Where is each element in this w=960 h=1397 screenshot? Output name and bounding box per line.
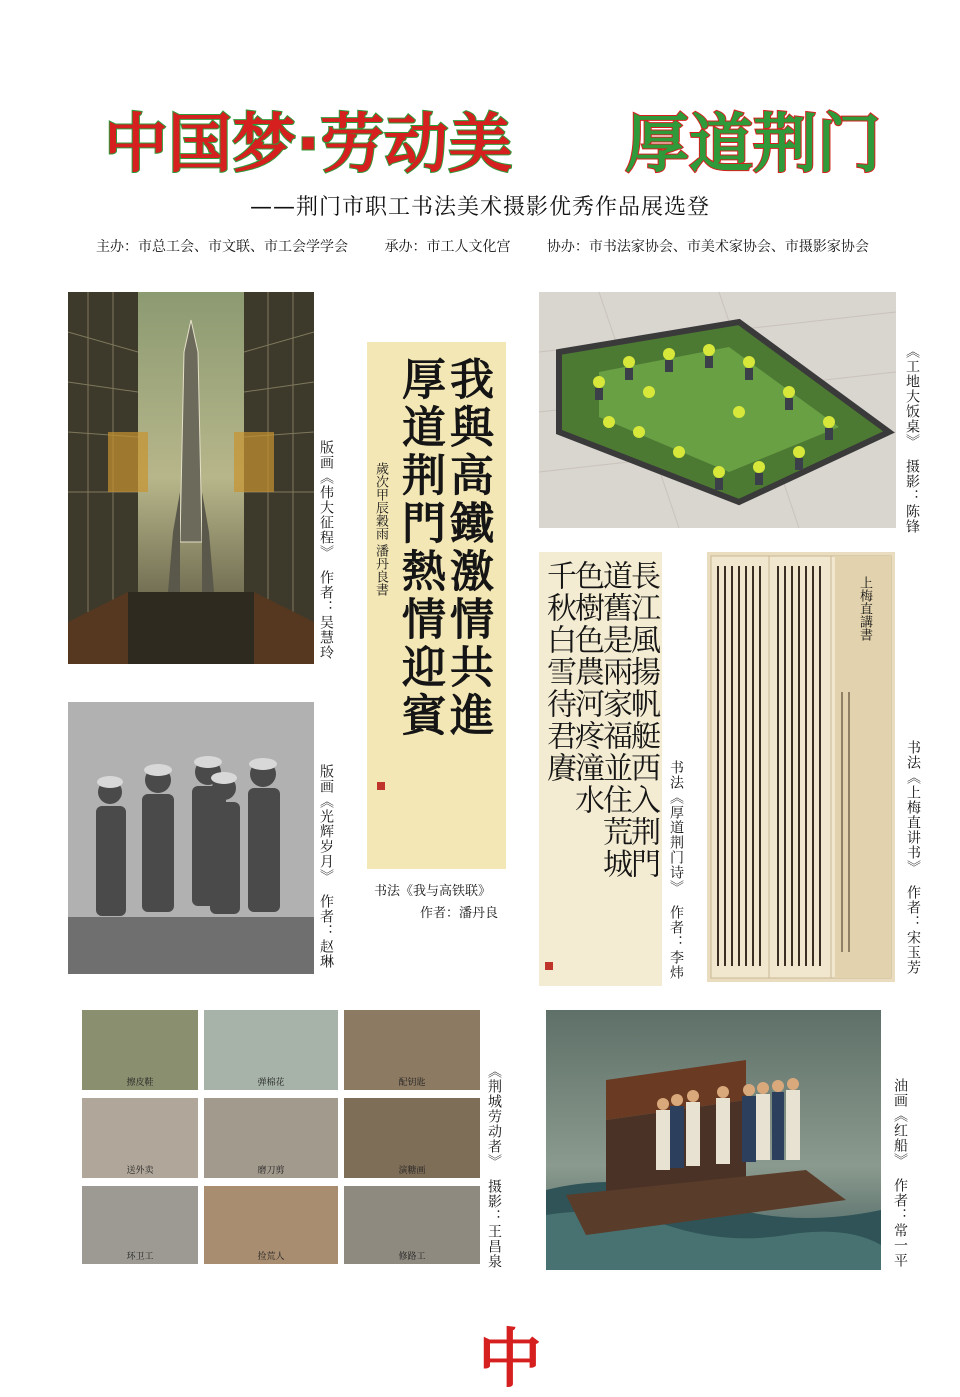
calligraphy3-author-label: 作者： [905,885,921,930]
thumb-8 [204,1186,338,1264]
poem-column-4: 千秋白雪待君賡 [541,560,576,784]
photo1-title: 《工地大饭桌》 [904,344,920,449]
thumb-5-label: 磨刀剪 [257,1166,285,1176]
site-lunch-image [539,292,896,528]
photo2-caption [486,1064,502,1269]
workers-print-image [68,702,314,974]
calligraphy2-title: 《厚道荆门诗》 [668,790,684,895]
headline-part1: 中国梦·劳动美 [104,108,513,182]
headline [0,86,960,196]
calligraphy2-type: 书法 [668,760,684,790]
poem-column-3: 色樹色農河疼潼水 [569,560,604,816]
subtitle: ——荆门市职工书法美术摄影优秀作品展选登 [249,195,710,220]
print2-type: 版画 [318,764,334,794]
organizer-undertaker: 承办：市工人文化宫 [384,239,511,255]
photo2-author: 王昌泉 [486,1224,502,1269]
calligraphy2-caption [668,760,684,980]
thumb-4 [82,1098,198,1178]
calligraphy-letter [707,552,895,982]
photo1-type: 摄影： [904,459,920,504]
photo-site-lunch [539,292,896,528]
print2-caption [318,764,334,969]
photo1-author: 陈锋 [904,504,920,534]
organizer-cohost: 协办：市书法家协会、市美术家协会、市摄影家协会 [546,239,869,255]
thumb-1-label: 擦皮鞋 [126,1078,154,1088]
calligraphy3-author: 宋玉芳 [905,930,921,975]
bottom-red-mark [478,1323,628,1397]
oil-title: 《红船》 [892,1108,908,1168]
organizer-host: 主办：市总工会、市文联、市工会学学会 [96,239,348,255]
calligraphy2-author: 李炜 [668,950,684,980]
thumb-1 [82,1010,198,1090]
calligraphy-couplet [367,342,506,869]
headline-svg [0,86,960,196]
print1-caption [318,440,334,660]
print-great-journey [68,292,314,664]
thumb-7-label: 环卫工 [126,1252,154,1262]
bottom-red-mark-text: 中 [478,1323,542,1397]
red-boat-image [546,1010,881,1270]
oil-caption [892,1078,908,1268]
seal-stamp [545,962,553,970]
calligraphy1-caption: 书法《我与高铁联》 [374,884,492,899]
calligraphy3-title: 《上梅直讲书》 [905,770,921,875]
print2-author: 赵琳 [318,939,334,969]
thumb-9-label: 修路工 [398,1252,426,1262]
calligraphy1-author: 作者：潘丹良 [420,906,499,921]
thumb-2-label: 弹棉花 [257,1078,285,1088]
couplet-column-1: 我與高鐵激情共進 [442,356,493,740]
headline-part2: 厚道荆门 [625,108,881,182]
print1-type: 版画 [318,440,334,470]
print2-author-label: 作者： [318,894,334,939]
seal-stamp [377,782,385,790]
poem-column-1: 長江風揚帆艇西入荆門 [625,560,660,880]
print1-author-label: 作者： [318,570,334,615]
print-glorious-years [68,702,314,974]
poem-column-2: 道舊是兩家福並住荒城 [597,560,632,880]
thumb-9 [344,1186,480,1264]
photo-workers-grid [82,1010,480,1264]
calligraphy3-caption [905,740,921,975]
calligraphy2-author-label: 作者： [668,905,684,950]
oil-author: 常一平 [892,1223,908,1268]
photo2-title: 《荆城劳动者》 [486,1064,502,1169]
couplet-column-2: 厚道荆門熱情迎賓 [394,356,445,740]
thumb-5 [204,1098,338,1178]
thumb-4-label: 送外卖 [126,1166,154,1176]
photo2-type: 摄影： [486,1179,502,1224]
calligraphy3-type: 书法 [905,740,921,770]
thumb-3 [344,1010,480,1090]
thumb-7 [82,1186,198,1264]
print2-title: 《光辉岁月》 [318,794,334,884]
oil-type: 油画 [892,1078,908,1108]
thumb-6-label: 演糖画 [398,1166,426,1176]
thumb-8-label: 捡荒人 [257,1252,285,1262]
organizers-line [96,236,926,256]
letter-header: 上梅直講書 [857,576,872,641]
couplet-inscription: 歲次甲辰穀雨 潘丹良書 [373,462,388,597]
photo1-caption [904,344,920,534]
print1-author: 吴慧玲 [318,615,334,660]
oil-painting-red-boat [546,1010,881,1270]
thumb-6 [344,1098,480,1178]
oil-author-label: 作者： [892,1178,908,1223]
thumb-3-label: 配钥匙 [398,1078,426,1088]
thumb-2 [204,1010,338,1090]
print1-title: 《伟大征程》 [318,470,334,560]
calligraphy-poem [539,552,662,986]
rocket-print-image [68,292,314,664]
